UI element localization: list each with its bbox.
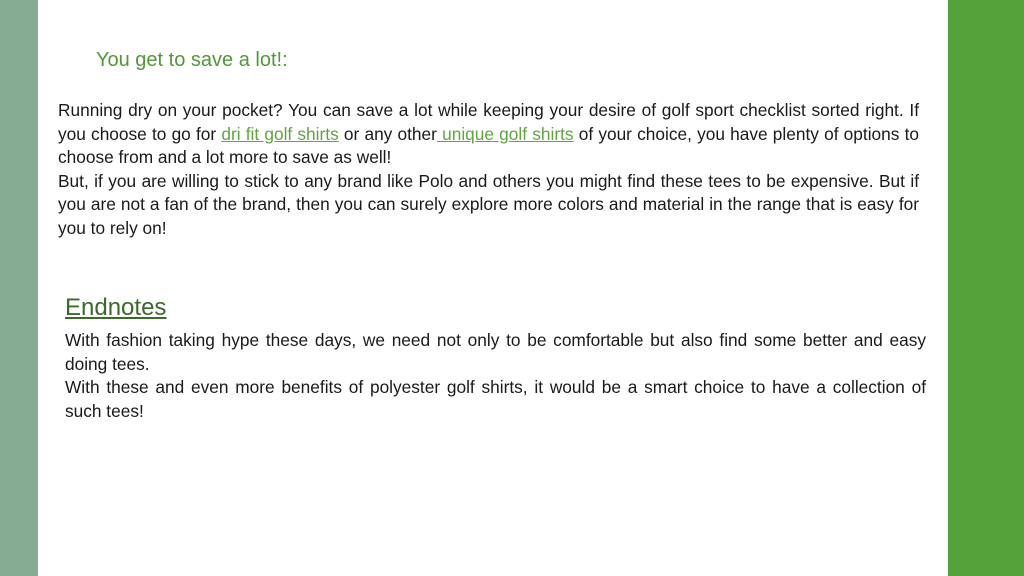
right-accent-bar [948, 0, 1024, 576]
endnotes-title: Endnotes [65, 294, 167, 321]
dri-fit-golf-shirts-link[interactable]: dri fit golf shirts [221, 123, 339, 144]
endnotes-paragraph-1: With fashion taking hype these days, we need not only to be comfortable but also find some better and easy doing tees. [65, 330, 926, 374]
section-heading: You get to save a lot!: [96, 49, 288, 71]
paragraph-text: or any other [338, 123, 437, 144]
left-accent-bar [0, 0, 38, 576]
unique-golf-shirts-link[interactable]: unique golf shirts [436, 123, 574, 144]
endnotes-paragraph-2: With these and even more benefits of polyester golf shirts, it would be a smart choice to have a collection of such tees! [65, 377, 926, 421]
paragraph-text: of your choice, you have plenty of options to choose from and a lot more to save as well! [58, 123, 920, 167]
section-paragraph-2: But, if you are willing to stick to any brand like Polo and others you might find these tees to be expensive. But if you are not a fan of the brand, then you can surely explore more colors and material in the range that is easy for you to rely on! [58, 170, 919, 238]
endnotes-body [65, 329, 926, 423]
paragraph-text: Running dry on your pocket? You can save a lot while keeping your desire of golf sport checklist sorted right. If you choose to go for [58, 100, 919, 144]
section-paragraph-1 [58, 99, 919, 170]
section-body [58, 99, 919, 240]
